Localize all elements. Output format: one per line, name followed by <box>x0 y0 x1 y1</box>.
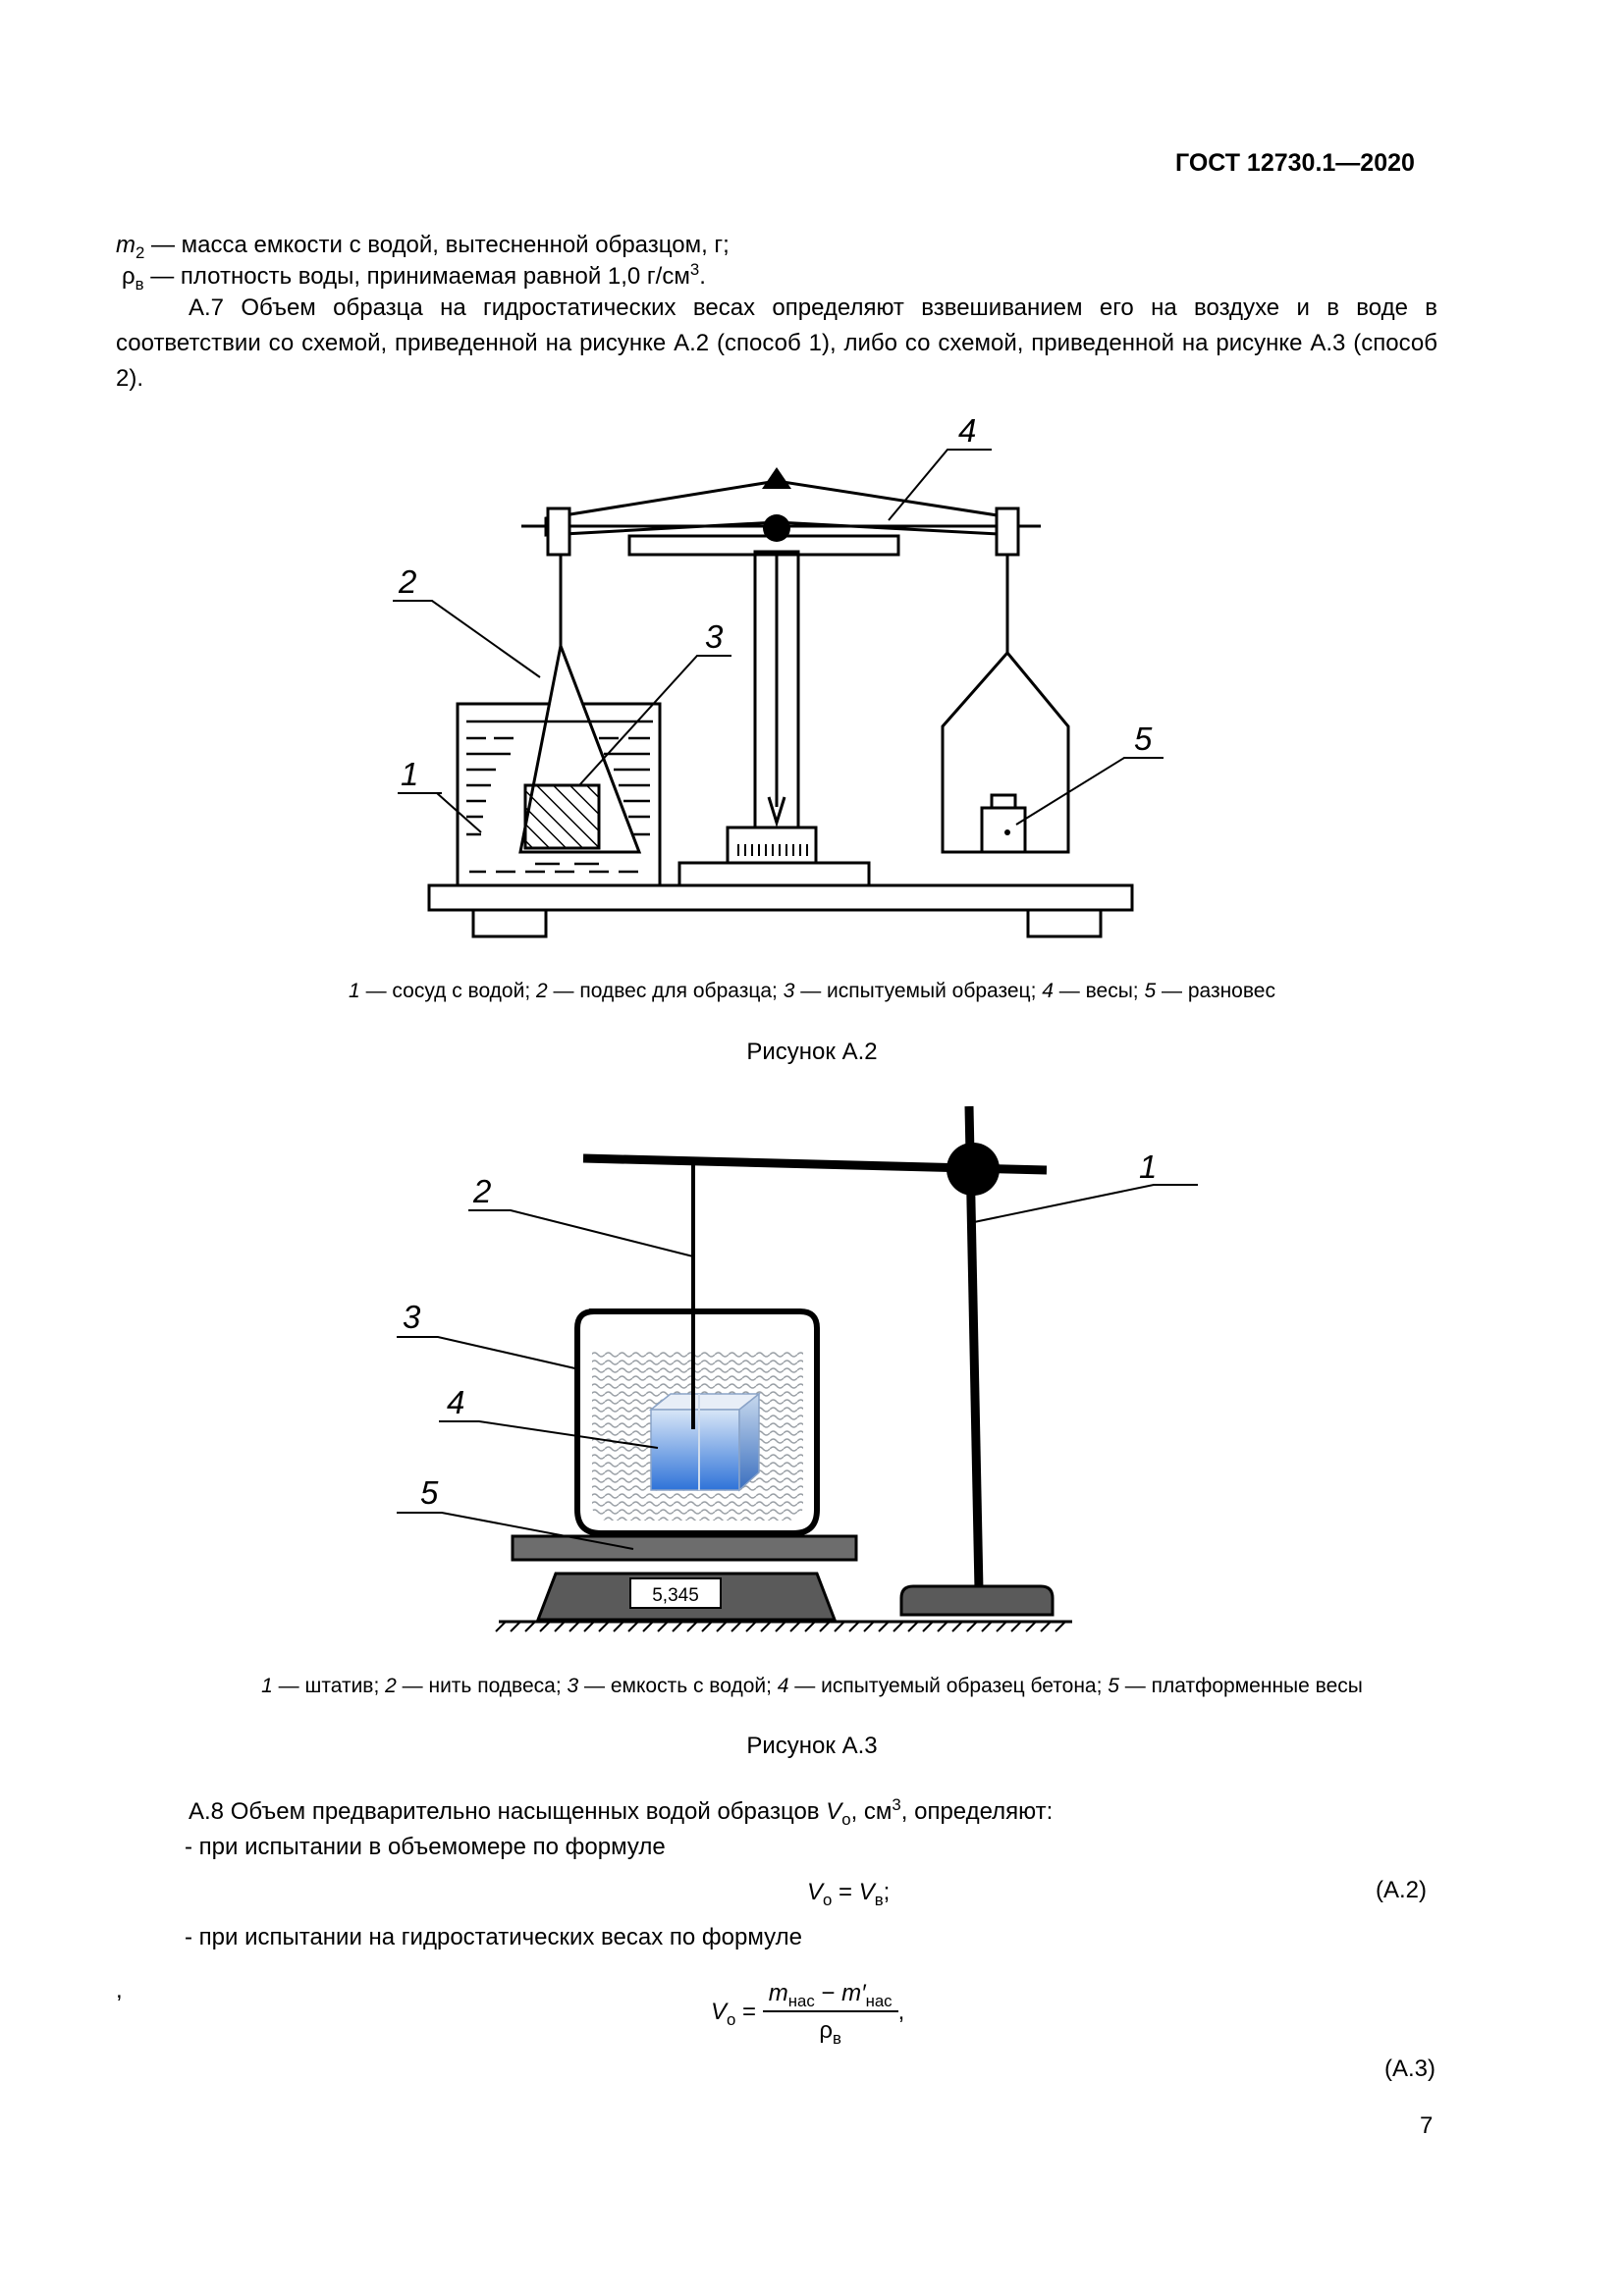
balance-base <box>429 885 1132 910</box>
paragraph-a7 <box>116 291 1437 397</box>
legend-line-m2 <box>116 228 730 263</box>
stand-clamp <box>947 1143 1000 1196</box>
scale-platform <box>513 1536 856 1560</box>
symbol-m-subscript: 2 <box>135 242 145 262</box>
symbol-rho-subscript: в <box>135 274 144 294</box>
base-foot-right <box>1028 910 1101 936</box>
label-4: 4 <box>958 412 977 449</box>
symbol-m: m <box>116 232 135 258</box>
specimen-side <box>739 1394 759 1490</box>
right-clamp <box>997 508 1018 555</box>
figure-a2-caption: 1 — сосуд с водой; 2 — подвес для образца; 3 — испытуемый образец; 4 — весы; 5 — разновес <box>349 980 1275 1002</box>
leader-2 <box>393 601 540 677</box>
bullet-hydrostatic: - при испытании на гидростатических весах по формуле <box>185 1924 802 1950</box>
unit-superscript: 3 <box>689 260 700 279</box>
weight-handle <box>992 795 1015 808</box>
leader-5 <box>1016 758 1164 825</box>
legend-rho-end: . <box>699 263 706 290</box>
formula-a3: $V_о$ = $\frac{m_{нас} - m'_{нас}}{\rho_в}$ , <box>711 1980 905 2048</box>
label-5: 5 <box>1134 721 1153 757</box>
paragraph-a8 <box>189 1794 1053 1830</box>
figure-a2-diagram <box>393 412 1178 962</box>
legend-m2-text: — масса емкости с водой, вытесненной образцом, г; <box>144 232 730 258</box>
formula-a2-number: (А.2) <box>1376 1877 1428 1903</box>
formula-a3-fraction <box>763 1979 898 2046</box>
stand-base <box>901 1586 1053 1615</box>
figure-a2-title: Рисунок А.2 <box>746 1039 878 1065</box>
weight <box>982 808 1025 852</box>
unit-superscript: 3 <box>892 1795 901 1814</box>
label-2: 2 <box>399 563 417 600</box>
paragraph-a8-lead: А.8 Объем предварительно насыщенных водой образцов <box>189 1798 827 1825</box>
formula-a3-denominator: $\rho_в$ <box>819 2017 841 2048</box>
leader-1 <box>398 793 481 832</box>
leader-a3-2 <box>468 1210 693 1256</box>
label-a3-3: 3 <box>403 1299 421 1335</box>
pedestal-plate <box>679 863 869 885</box>
legend-rho-text: — плотность воды, принимаемая равной 1,0 г/см <box>143 263 690 290</box>
label-a3-2: 2 <box>473 1173 492 1209</box>
legend-line-rho <box>122 259 706 294</box>
leader-a3-3 <box>397 1337 579 1369</box>
label-a3-4: 4 <box>447 1384 465 1420</box>
figure-a3-title: Рисунок А.3 <box>746 1733 878 1759</box>
test-specimen <box>525 785 599 848</box>
label-3: 3 <box>705 618 724 655</box>
formula-a2: $V_о = V_в$; <box>807 1879 891 1909</box>
page-number: 7 <box>1420 2112 1434 2139</box>
paragraph-a8-unit: , см <box>850 1798 893 1825</box>
bullet-volumeter: - при испытании в объемомере по формуле <box>185 1834 666 1860</box>
symbol-V: V <box>826 1798 842 1825</box>
document-header: ГОСТ 12730.1—2020 <box>1175 149 1415 177</box>
beam-pointer <box>762 467 791 489</box>
figure-a3-diagram <box>388 1095 1158 1644</box>
scale-reading: 5,345 <box>652 1585 699 1606</box>
label-a3-5: 5 <box>420 1474 439 1511</box>
label-a3-1: 1 <box>1139 1148 1158 1185</box>
paragraph-a8-tail: , определяют: <box>900 1798 1054 1825</box>
label-1: 1 <box>401 756 419 792</box>
beam-pivot <box>763 514 790 542</box>
symbol-rho: ρ <box>122 263 135 290</box>
formula-a3-number: (А.3) <box>1384 2056 1436 2082</box>
figure-a3-caption: 1 — штатив; 2 — нить подвеса; 3 — емкость с водой; 4 — испытуемый образец бетона; 5 — платформенные весы <box>261 1675 1363 1697</box>
leader-a3-1 <box>974 1185 1198 1222</box>
formula-a3-numerator: $m_{нас} - m'_{нас}$ <box>763 1979 898 2012</box>
left-clamp <box>548 508 569 555</box>
paragraph-a7-text: А.7 Объем образца на гидростатических весах определяют взвешиванием его на воздухе и в воде в соответствии со схемой, приведенной на рисунке А.2 (способ 1), либо со схемой, приведенной на рисунке А.3 (способ 2). <box>116 294 1437 392</box>
symbol-V-subscript: о <box>841 1809 851 1829</box>
weight-dot <box>1004 829 1010 835</box>
base-foot-left <box>473 910 546 936</box>
stray-comma: , <box>116 1977 123 2003</box>
pedestal-scale-ticks <box>738 844 807 856</box>
